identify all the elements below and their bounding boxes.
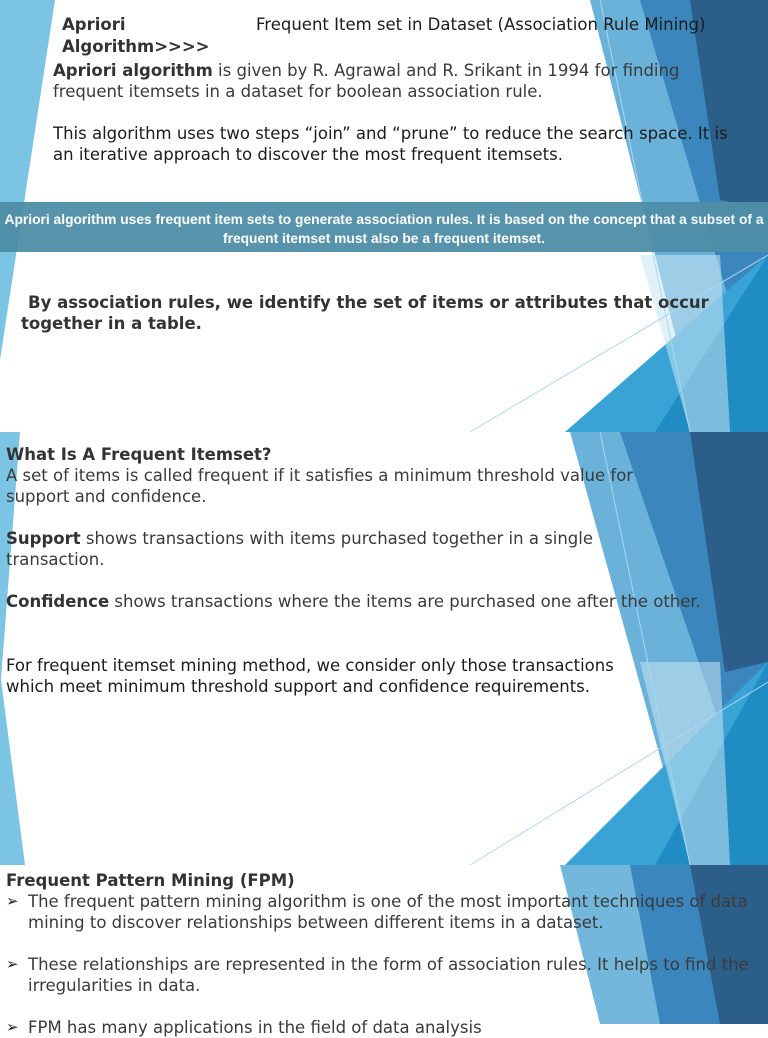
concept-banner [0,202,768,252]
bullet-arrow-icon: ➢ [6,892,19,910]
apriori-intro-paragraph [53,60,753,102]
slide-1 [0,0,768,432]
frequent-itemset-definition: A set of items is called frequent if it satisfies a minimum threshold value for support and confidence. [6,466,634,506]
title-left-line2: Algorithm>>>> [62,37,210,56]
support-bold: Support [6,529,81,548]
concept-banner-text: Apriori algorithm uses frequent item sets to generate association rules. It is based on the concept that a subset of a frequent itemset must also be a frequent itemset. [4,212,764,246]
fpm-heading: Frequent Pattern Mining (FPM) [6,871,295,890]
support-paragraph [6,528,666,570]
support-rest: shows transactions with items purchased together in a single transaction. [6,529,594,569]
mining-method-paragraph: For frequent itemset mining method, we consider only those transactions which meet minimum threshold support and confidence requirements. [6,656,614,696]
title-left-line1: Apriori [62,15,126,34]
list-item [6,891,751,933]
confidence-paragraph [6,591,706,612]
bullet-text: FPM has many applications in the field of data analysis [28,1018,482,1037]
list-item [6,954,751,996]
left-lower-triangle-shape [0,672,25,865]
slide-2 [0,432,768,865]
confidence-rest: shows transactions where the items are purchased one after the other. [109,592,701,611]
title-left [62,14,210,58]
bullet-text: These relationships are represented in the form of association rules. It helps to find the irregularities in data. [28,955,749,995]
bullet-arrow-icon: ➢ [6,1018,19,1036]
slide-3 [0,865,768,1037]
bullet-arrow-icon: ➢ [6,955,19,973]
frequent-itemset-heading: What Is A Frequent Itemset? [6,445,272,464]
confidence-bold: Confidence [6,592,110,611]
join-prune-paragraph: This algorithm uses two steps “join” and “prune” to reduce the search space. It is an iterative approach to discover the most frequent itemsets. [53,124,728,164]
apriori-intro-rest: is given by R. Agrawal and R. Srikant in 1994 for finding frequent itemsets in a dataset for boolean association rule. [53,61,680,101]
fpm-bullet-list [6,891,751,1038]
bullet-text: The frequent pattern mining algorithm is one of the most important techniques of data mining to discover relationships between different items in a dataset. [28,892,748,932]
apriori-bold: Apriori algorithm [53,61,213,80]
list-item [6,1017,751,1038]
title-right: Frequent Item set in Dataset (Association Rule Mining) [256,15,706,34]
association-rules-paragraph: By association rules, we identify the set of items or attributes that occur together in a table. [21,293,709,333]
